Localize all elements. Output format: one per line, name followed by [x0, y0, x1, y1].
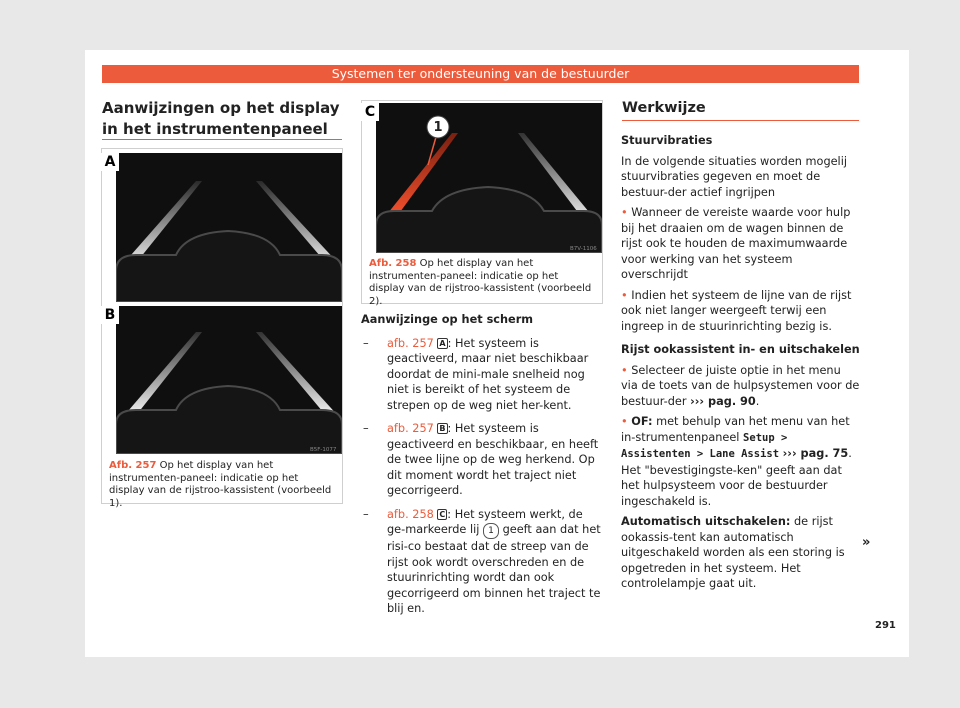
figure-code: B5F-1077	[310, 447, 337, 453]
figure-257	[101, 148, 343, 509]
figure-caption	[109, 460, 337, 510]
figure-caption	[369, 258, 597, 308]
figure-label-b: B	[101, 306, 119, 324]
subheading: Rijst ookassistent in- en uitschakelen	[621, 343, 860, 356]
figure-link[interactable]: afb. 257	[387, 336, 434, 350]
paragraph: In de volgende situaties worden mogelij stuurvibraties gegeven en moet de bestuur-der actief ingrijpen	[621, 154, 847, 199]
display-image-a	[116, 153, 342, 302]
bullet-item: • Selecteer de juiste optie in het menu via de toets van de hulpsystemen voor de bestuur-der ››› pag. 90.	[621, 363, 860, 408]
indicator-section	[361, 312, 601, 625]
bullet-item: • Wanneer de vereiste waarde voor hulp bij het draaien om de wagen binnen de rijst ook te houden de maximumwaarde voor werking van het systeem overschrijdt	[621, 206, 851, 281]
item-text: : Het systeem werkt, de ge-markeerde lij	[387, 507, 583, 536]
callout-ref: 1	[483, 523, 499, 539]
menu-path: Setup > Assistenten > Lane Assist	[621, 431, 788, 460]
section-heading: Werkwijze	[622, 100, 706, 116]
figure-link[interactable]: afb. 258	[387, 507, 434, 521]
page-number: 291	[875, 620, 896, 631]
figure-label-c: C	[361, 103, 379, 121]
figure-code: B7V-1106	[570, 246, 597, 252]
display-image-b	[116, 306, 342, 454]
caption-text: Op het display van het instrumenten-paneel: indicatie op het display van de rijstroo-kassistent (voorbeeld 2).	[369, 258, 592, 307]
list-item: – afb. 258 C : Het systeem werkt, de ge-markeerde lij 1 geeft aan dat het risi-co bestaat dat de streep van de rijst ook wordt overschreden en de stuurinrichting wordt dan ook gecorrigeerd om binnen het traject te blij en.	[363, 507, 601, 615]
item-text: geeft aan dat het risi-co bestaat dat de streep van de rijst ook wordt overschreden en de stuurinrichting wordt dan ook gecorrigeerd om binnen het traject te blij en.	[387, 523, 601, 615]
figure-link[interactable]: afb. 257	[387, 422, 434, 435]
figure-label-a: A	[101, 153, 119, 171]
item-text: : Het systeem is geactiveerd, maar niet beschikbaar doordat de mini-male snelheid nog niet is bereikt of het systeem de strepen op de weg niet her-kent.	[387, 336, 589, 412]
subheading: Stuurvibraties	[621, 134, 713, 147]
caption-text: Op het display van het instrumenten-paneel: indicatie op het display van de rijstroo-kassistent (voorbeeld 1).	[109, 460, 332, 509]
label-box: C	[439, 509, 446, 519]
paragraph: Automatisch uitschakelen: de rijst ookassis-tent kan automatisch uitgeschakeld worden als een storing is opgetreden in het systeem. Het controlelampje gaat uit.	[621, 515, 845, 590]
item-text: : Het systeem is geactiveerd en beschikbaar, en heeft de twee lijne op de weg herkend. Op dit moment wordt het traject niet gecorrigeerd.	[387, 422, 599, 497]
caption-ref: Afb. 258	[369, 258, 417, 269]
callout-1: 1	[433, 120, 443, 135]
list-item: – afb. 257 A : Het systeem is geactiveerd, maar niet beschikbaar doordat de mini-male snelheid nog niet is bereikt of het systeem de strepen op de weg niet her-kent.	[363, 336, 589, 412]
page-link[interactable]: ››› pag. 75	[782, 447, 849, 460]
bullet-item: • Indien het systeem de lijne van de rijst ook niet langer weergeeft terwij een ingreep in de stuurinrichting bezig is.	[621, 288, 852, 333]
heading-rule	[622, 120, 859, 121]
procedure-section	[621, 133, 861, 597]
page-link[interactable]: ››› pag. 90	[690, 394, 756, 408]
subheading: Aanwijzinge op het scherm	[361, 313, 534, 326]
bullet-item: • OF: met behulp van het menu van het in-strumentenpaneel Setup > Assistenten > Lane Assist ››› pag. 75. Het "bevestigingste-ken" geeft aan dat het hulpsysteem voor de bestuurder ingeschakeld is.	[621, 415, 852, 508]
display-image-c	[376, 103, 602, 253]
figure-258	[361, 100, 603, 307]
section-heading: Aanwijzingen op het display in het instrumentenpaneel	[102, 99, 340, 138]
label-box: A	[439, 338, 446, 348]
label-box: B	[439, 424, 446, 433]
chapter-header: Systemen ter ondersteuning van de bestuurder	[102, 65, 859, 83]
heading-rule	[102, 139, 342, 140]
list-item: – afb. 257 B : Het systeem is geactiveerd en beschikbaar, en heeft de twee lijne op de weg herkend. Op dit moment wordt het traject niet gecorrigeerd.	[363, 422, 599, 497]
caption-ref: Afb. 257	[109, 460, 157, 471]
continued-marker: »	[862, 535, 871, 550]
